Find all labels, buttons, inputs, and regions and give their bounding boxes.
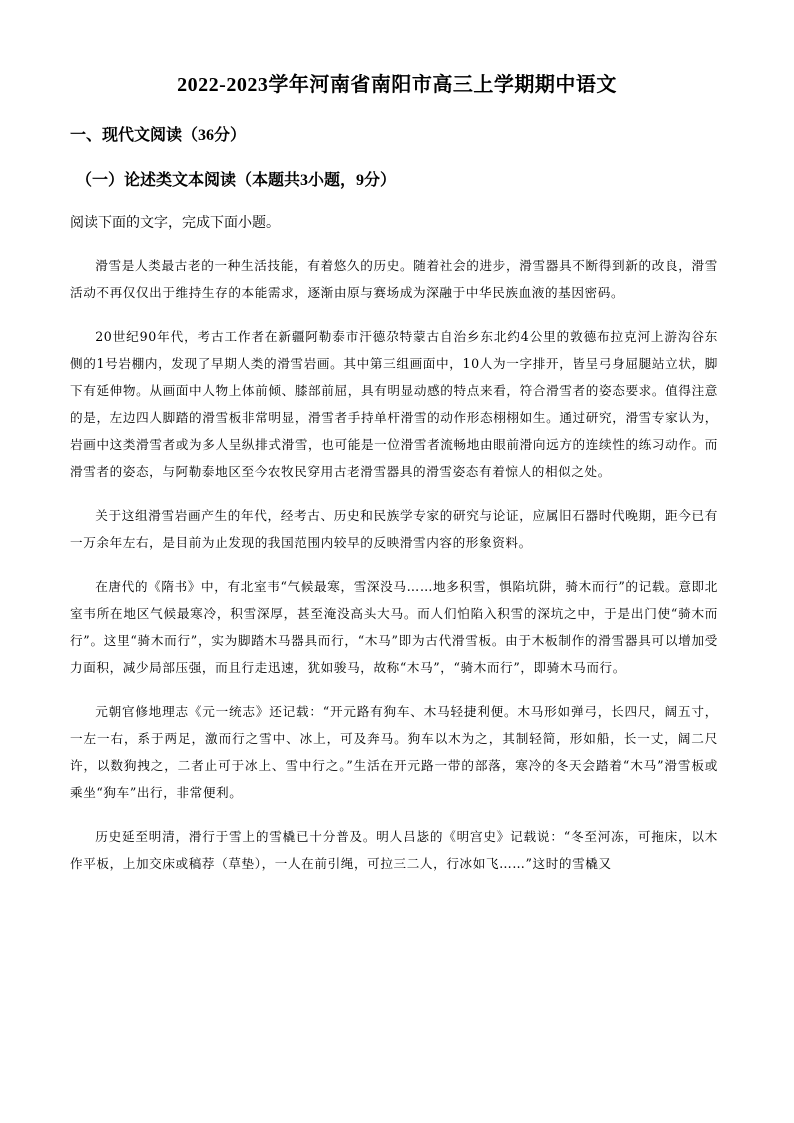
article-body bbox=[70, 252, 718, 894]
paragraph: 滑雪是人类最古老的一种生活技能，有着悠久的历史。随着社会的进步，滑雪器具不断得到新的改良，滑雪活动不再仅仅出于维持生存的本能需求，逐渐由原与赛场成为深融于中华民族血液的基因密码。 bbox=[70, 258, 718, 300]
paragraph: 关于这组滑雪岩画产生的年代，经考古、历史和民族学专家的研究与论证，应属旧石器时代晚期，距今已有一万余年左右，是目前为止发现的我国范围内较早的反映滑雪内容的形象资料。 bbox=[70, 508, 718, 550]
paragraph: 历史延至明清，滑行于雪上的雪橇已十分普及。明人吕毖的《明宫史》记载说：“冬至河冻，可拖床，以木作平板，上加交床或稿荐（草垫），一人在前引绳，可拉三二人，行冰如飞……”这时的雪橇又 bbox=[70, 829, 718, 871]
paragraph: 元朝官修地理志《元一统志》还记载：“开元路有狗车、木马轻捷利便。木马形如弹弓，长四尺，阔五寸，一左一右，系于两足，激而行之雪中、冰上，可及奔马。狗车以木为之，其制轻简，形如船，长一丈，阔二尺许，以数狗拽之，二者止可于冰上、雪中行之。”生活在开元路一带的部落，寒冷的冬天会踏着“木马”滑雪板或乘坐“狗车”出行，非常便利。 bbox=[70, 704, 718, 800]
paragraph: 20世纪90年代，考古工作者在新疆阿勒泰市汗德尕特蒙古自治乡东北约4公里的敦德布拉克河上游沟谷东侧的1号岩棚内，发现了早期人类的滑雪岩画。其中第三组画面中，10人为一字排开，皆呈弓身屈腿站立状，脚下有延伸物。从画面中人物上体前倾、膝部前屈，具有明显动感的特点来看，符合滑雪者的姿态要求。值得注意的是，左边四人脚踏的滑雪板非常明显，滑雪者手持单杆滑雪的动作形态栩栩如生。通过研究，滑雪专家认为，岩画中这类滑雪者或为多人呈纵排式滑雪，也可能是一位滑雪者流畅地由眼前滑向远方的连续性的练习动作。而滑雪者的姿态，与阿勒泰地区至今农牧民穿用古老滑雪器具的滑雪姿态有着惊人的相似之处。 bbox=[70, 329, 718, 479]
section-heading: 一、现代文阅读（36分） bbox=[70, 127, 247, 144]
reading-instruction: 阅读下面的文字，完成下面小题。 bbox=[70, 214, 280, 230]
paragraph: 在唐代的《隋书》中，有北室韦“气候最寒，雪深没马……地多积雪，惧陷坑阱，骑木而行”的记载。意即北室韦所在地区气候最寒冷，积雪深厚，甚至淹没高头大马。而人们怕陷入积雪的深坑之中，于是出门使“骑木而行”。这里“骑木而行”，实为脚踏木马器具而行，“木马”即为古代滑雪板。由于木板制作的滑雪器具可以增加受力面积，减少局部压强，而且行走迅速，犹如骏马，故称“木马”，“骑木而行”，即骑木马而行。 bbox=[70, 579, 718, 675]
document-title: 2022-2023学年河南省南阳市高三上学期期中语文 bbox=[177, 74, 617, 96]
subsection-heading: （一）论述类文本阅读（本题共3小题，9分） bbox=[76, 172, 397, 189]
